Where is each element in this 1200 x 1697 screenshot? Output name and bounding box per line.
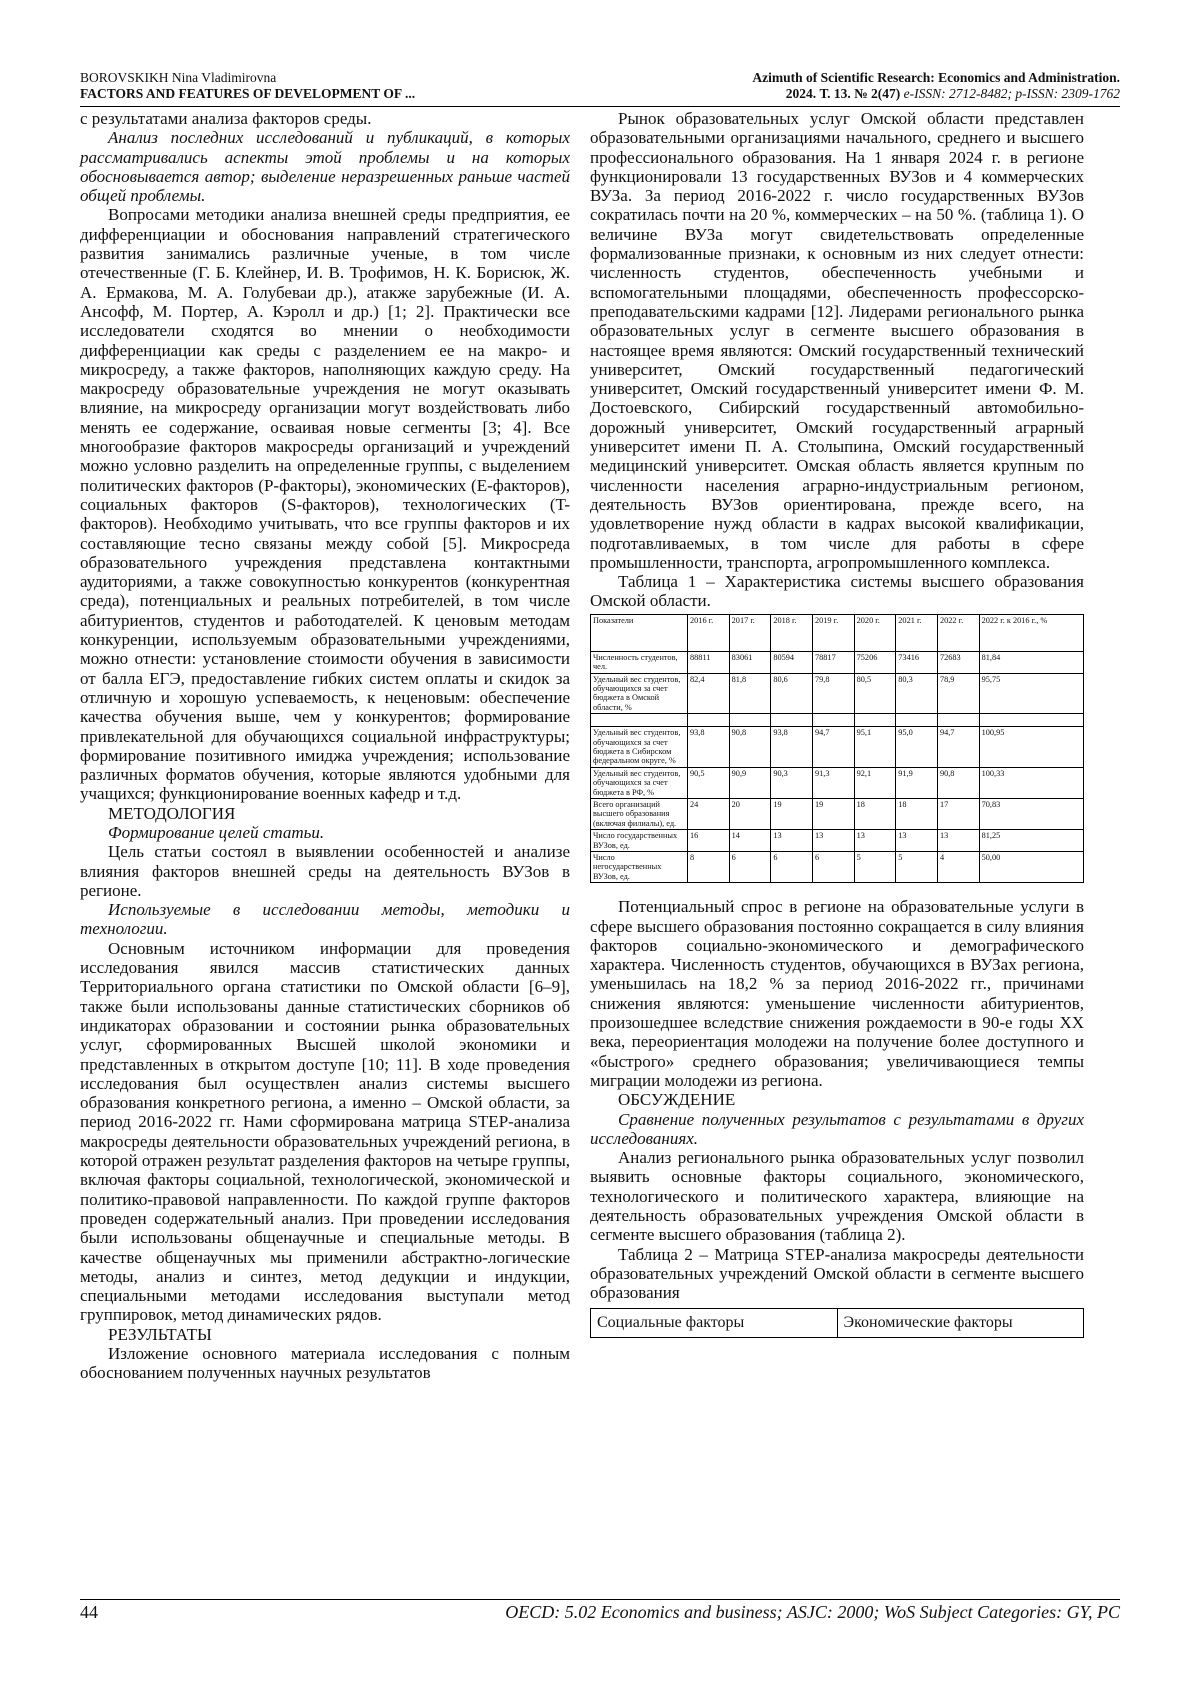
table-cell: 13 [771,830,813,852]
table-cell: 88811 [688,651,730,673]
table-cell: 18 [854,799,896,830]
table-cell [979,714,1083,727]
table-cell: 19 [771,799,813,830]
section-heading-results: РЕЗУЛЬТАТЫ [108,1324,212,1344]
table-cell: 78817 [812,651,854,673]
running-header-right [752,70,1120,102]
table-cell: 90,8 [729,727,771,768]
table-cell: 94,7 [937,727,979,768]
table-cell: 50,00 [979,852,1083,883]
table-cell: 81,8 [729,673,771,714]
table1-header-cell: Показатели [591,614,688,651]
table-cell: 100,95 [979,727,1083,768]
table1-header-cell: 2020 г. [854,614,896,651]
table-cell: 8 [688,852,730,883]
table-cell: 13 [896,830,938,852]
table-cell: 93,8 [688,727,730,768]
paragraph: Анализ регионального рынка образовательных услуг позволил выявить основные факторы социального, экономического, технологического и политического характера, влияющие на деятельность образовательных учреждения Омской области в сегменте высшего образования (таблица 2). [590,1148,1084,1245]
table2 [590,1308,1084,1337]
table-cell [591,714,688,727]
table-cell: 90,3 [771,767,813,798]
table-cell: 80,6 [771,673,813,714]
table-cell: 72683 [937,651,979,673]
table-cell: 91,3 [812,767,854,798]
table-cell: 95,75 [979,673,1083,714]
table-row [591,799,1084,830]
table-cell: 6 [771,852,813,883]
table-cell: Всего организаций высшего образования (включая филиалы), ед. [591,799,688,830]
table-cell: 90,8 [937,767,979,798]
header-title: FACTORS AND FEATURES OF DEVELOPMENT OF ... [80,86,416,101]
subheading-italic: Формирование целей статьи. [108,822,325,842]
header-author: BOROVSKIKH Nina Vladimirovna [80,70,277,85]
table-cell: 70,83 [979,799,1083,830]
paragraph: Изложение основного материала исследования с полным обоснованием полученных научных результатов [80,1344,570,1383]
table-cell: 81,25 [979,830,1083,852]
table-cell: 14 [729,830,771,852]
table-row [591,830,1084,852]
table-cell [771,714,813,727]
table-cell: 17 [937,799,979,830]
table1-header-cell: 2021 г. [896,614,938,651]
table1 [590,614,1084,884]
table1-header-cell: 2016 г. [688,614,730,651]
table-cell: 80,5 [854,673,896,714]
table-cell: 4 [937,852,979,883]
table1-header-cell: 2018 г. [771,614,813,651]
table-cell: 6 [812,852,854,883]
table-cell [937,714,979,727]
paragraph: Потенциальный спрос в регионе на образовательные услуги в сфере высшего образования постоянно сокращается в силу влияния факторов социально-экономического и демографического характера. Численность студентов, обучающихся в ВУЗах региона, уменьшилась на 18,2 % за период 2016-2022 гг., причинами снижения являются: уменьшение численности абитуриентов, произошедшее вследствие снижения рождаемости в 90-е годы XX века, переориентация молодежи на получение более доступного и «быстрого» среднего образования; увеличивающиеся темпы миграции молодежи из региона. [590,897,1084,1090]
table-cell [896,714,938,727]
paragraph: Вопросами методики анализа внешней среды предприятия, ее дифференциации и обоснования направлений стратегического развития занимались различные ученые, в том числе отечественные (Г. Б. Клейнер, И. В. Трофимов, Н. К. Борисюк, Ж. А. Ермакова, М. А. Голубеваи др.), атакже зарубежные (И. А. Ансофф, М. Портер, А. Кэролл и др.) [1; 2]. Практически все исследователи сходятся во мнении о необходимости дифференциации как среды с разделением ее на макро- и микросреду, а также факторов, наполняющих каждую среду. На макросреду образовательные учреждения не могут оказывать влияние, на микросреду организации могут воздействовать либо менять ее содержание, осваивая новые сегменты [3; 4]. Все многообразие факторов макросреды организаций и учреждений можно условно разделить на определенные группы, с выделением политических факторов (P-факторы), экономических (E-факторов), социальных факторов (S-факторов), технологических (T-факторов). Необходимо учитывать, что все группы факторов и их составляющие тесно связаны между собой [5]. Микросреда образовательного учреждения представлена контактными аудиториями, а также совокупностью конкурентов (конкурентная среда), потенциальных и реальных потребителей, в том числе абитуриентов, студентов и работодателей. К ценовым методам конкуренции, используемым образовательными учреждениями, можно отнести: установление стоимости обучения в зависимости от балла ЕГЭ, предоставление гибких систем оплаты и скидок за отличную и хорошую успеваемость, к неценовым: обеспечение качества обучения выше, чем у конкурентов; формирование привлекательной для обучающихся социальной инфраструктуры; формирование позитивного имиджа учреждения; использование различных форматов обучения, которые являются удобными для учащихся; функционирование военных кафедр и т.д. [80,205,570,804]
subheading-italic: Анализ последних исследований и публикаций, в которых рассматривались аспекты этой проблемы и на которых обосновывается автор; выделение неразрешенных раньше частей общей проблемы. [80,128,570,206]
table-cell: 73416 [896,651,938,673]
table-cell: 100,33 [979,767,1083,798]
table-cell: 80594 [771,651,813,673]
table2-caption: Таблица 2 – Матрица STEP-анализа макросреды деятельности образовательных учреждений Омской области в сегменте высшего образования [590,1244,1084,1303]
table-row [591,767,1084,798]
table-cell: Число негосударственных ВУЗов, ед. [591,852,688,883]
table-cell: Число государственных ВУЗов, ед. [591,830,688,852]
table-cell: 78,9 [937,673,979,714]
paragraph: Цель статьи состоял в выявлении особенностей и анализе влияния факторов внешней среды на деятельность ВУЗов в регионе. [80,842,570,900]
table-cell: 81,84 [979,651,1083,673]
table-cell: 13 [854,830,896,852]
table-cell: 90,5 [688,767,730,798]
table-cell: 18 [896,799,938,830]
section-heading-discussion: ОБСУЖДЕНИЕ [618,1090,736,1110]
table-cell: 95,1 [854,727,896,768]
table-cell: 20 [729,799,771,830]
table-cell: 83061 [729,651,771,673]
header-journal: Azimuth of Scientific Research: Economics and Administration. [752,70,1120,85]
paragraph: Рынок образовательных услуг Омской области представлен образовательными организациями начального, среднего и высшего профессионального образования. На 1 января 2024 г. в регионе функционировали 13 государственных ВУЗов и 4 коммерческих ВУЗа. За период 2016-2022 г. число государственных ВУЗов сократилась почти на 20 %, коммерческих – на 50 %. (таблица 1). О величине ВУЗа могут свидетельствовать определенные формализованные признаки, к основным из них следует отнести: численность студентов, обеспеченность учебными и вспомогательными площадями, обеспеченность профессорско-преподавательскими кадрами [12]. Лидерами регионального рынка образовательных услуг в сегменте высшего образования в настоящее время являются: Омский государственный технический университет, Омский государственный педагогический университет, Омский государственный университет имени Ф. М. Достоевского, Сибирский государственный автомобильно-дорожный университет, Омский государственный аграрный университет имени П. А. Столыпина, Омский государственный медицинский университет. Омская область является крупным по численности населения аграрно-индустриальным регионом, деятельность ВУЗов ориентирована, прежде всего, на удовлетворение нужд области в кадрах высокой квалификации, подготавливаемых, в том числе для работы в сфере промышленности, транспорта, агропромышленного комплекса. [590,109,1084,572]
table1-header-cell: 2022 г. [937,614,979,651]
table2-header-economic: Экономические факторы [837,1309,1084,1337]
table-row [591,727,1084,768]
table1-caption: Таблица 1 – Характеристика системы высшего образования Омской области. [590,572,1084,611]
table-cell: 6 [729,852,771,883]
table-cell: 80,3 [896,673,938,714]
table-cell: 91,9 [896,767,938,798]
table-cell: Удельный вес студентов, обучающихся за счет бюджета в Сибирском федеральном округе, % [591,727,688,768]
table-cell: Удельный вес студентов, обучающихся за счет бюджета в Омской области, % [591,673,688,714]
footer-classification: OECD: 5.02 Economics and business; ASJC: 2000; WoS Subject Categories: GY, PC [505,1602,1120,1622]
running-header-left [80,70,415,102]
footer-rule [80,1599,1120,1600]
table-row [591,651,1084,673]
table-cell: 13 [812,830,854,852]
spacer [590,883,1084,897]
table1-header-row [591,614,1084,651]
table-cell: 90,9 [729,767,771,798]
table-cell: 92,1 [854,767,896,798]
table-cell: 75206 [854,651,896,673]
table1-header-cell: 2017 г. [729,614,771,651]
table2-header-row [591,1309,1084,1337]
table1-header-cell: 2022 г. к 2016 г., % [979,614,1083,651]
table-row [591,673,1084,714]
paragraph: с результатами анализа факторов среды. [80,109,372,128]
section-heading-methodology: МЕТОДОЛОГИЯ [108,803,236,823]
table-spacer-row [591,714,1084,727]
table-cell: 94,7 [812,727,854,768]
table-cell [688,714,730,727]
table-cell: 82,4 [688,673,730,714]
table-cell: 93,8 [771,727,813,768]
header-issue: 2024. Т. 13. № 2(47) [785,86,901,101]
table2-header-social: Социальные факторы [591,1309,838,1337]
left-column [80,109,570,1383]
table-cell: 16 [688,830,730,852]
page-number: 44 [80,1602,98,1622]
table-cell: 13 [937,830,979,852]
table-cell: 5 [896,852,938,883]
table1-header-cell: 2019 г. [812,614,854,651]
table-cell: Численность студентов, чел. [591,651,688,673]
table-cell [812,714,854,727]
table-cell [854,714,896,727]
table-cell [729,714,771,727]
table-row [591,852,1084,883]
table-cell: 79,8 [812,673,854,714]
header-issn: e-ISSN: 2712-8482; p-ISSN: 2309-1762 [903,86,1120,101]
right-column [590,109,1084,1338]
subheading-italic: Используемые в исследовании методы, методики и технологии. [80,900,570,939]
table-cell: Удельный вес студентов, обучающихся за счет бюджета в РФ, % [591,767,688,798]
table-cell: 24 [688,799,730,830]
table-cell: 19 [812,799,854,830]
paragraph: Основным источником информации для проведения исследования явился массив статистических данных Территориального органа статистики по Омской области [6–9], также были использованы данные статистических сборников об индикаторах образовании и состоянии рынка образовательных услуг, сформированных Высшей школой экономики и представленных в открытом доступе [10; 11]. В ходе проведения исследования был осуществлен анализ системы высшего образования конкретного региона, а именно – Омской области, за период 2016-2022 гг. Нами сформирована матрица STEP-анализа макросреды деятельности образовательных учреждений региона, в которой отражен результат разделения факторов на четыре группы, включая факторы социальной, технологической, экономической и политико-правовой направленности. По каждой группе факторов проведен содержательный анализ. При проведении исследования были использованы общенаучные и специальные методы. В качестве общенаучных мы применили абстрактно-логические методы, анализ и синтез, метод дедукции и индукции, специальными методами исследования выступали метод группировок, метод динамических рядов. [80,938,570,1325]
header-rule [80,106,1120,107]
table-cell: 5 [854,852,896,883]
subheading-italic: Сравнение полученных результатов с результатами в других исследованиях. [590,1109,1084,1148]
table-cell: 95,0 [896,727,938,768]
